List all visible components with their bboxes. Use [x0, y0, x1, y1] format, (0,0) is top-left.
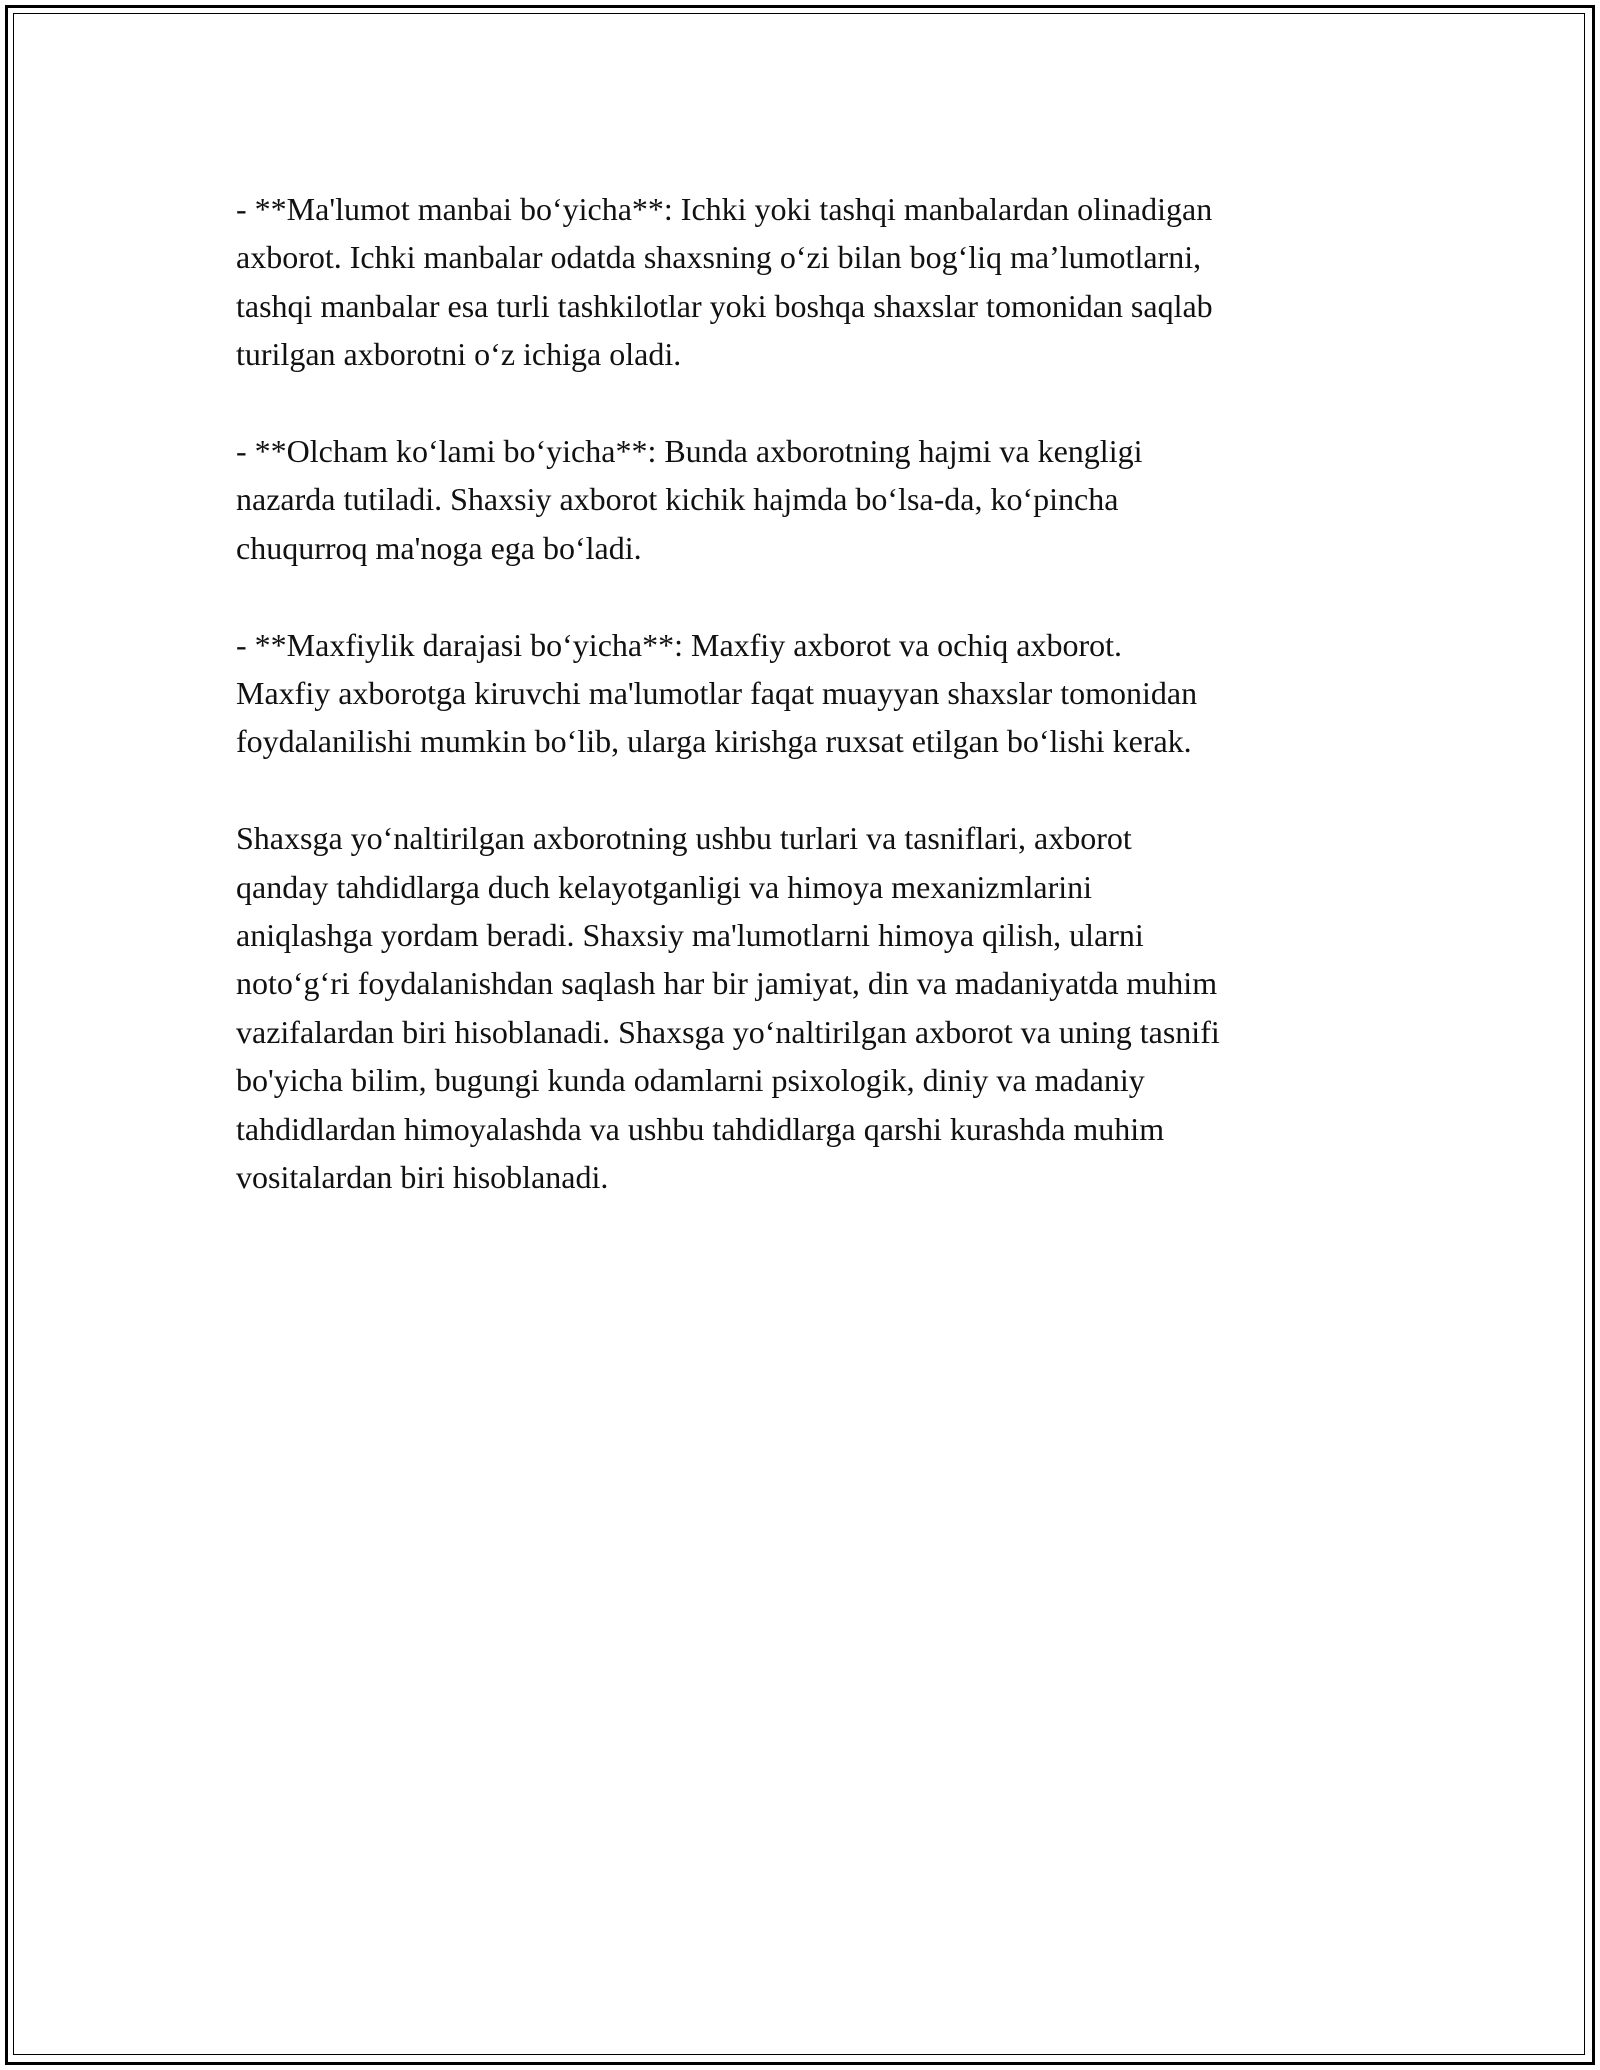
paragraph-data-source: - **Ma'lumot manbai bo‘yicha**: Ichki yoki tashqi manbalardan olinadigan axborot. Ichki manbalar odatda shaxsning o‘zi bilan bog‘liq ma’lumotlarni, tashqi manbalar esa turli tashkilotlar yoki boshqa shaxslar tomonidan saqlab turilgan axborotni o‘z ichiga oladi.: [236, 191, 1213, 373]
document-body: [236, 185, 1376, 1250]
paragraph-confidentiality: - **Maxfiylik darajasi bo‘yicha**: Maxfiy axborot va ochiq axborot. Maxfiy axborotga kiruvchi ma'lumotlar faqat muayyan shaxslar tomonidan foydalanilishi mumkin bo‘lib, ularga kirishga ruxsat etilgan bo‘lishi kerak.: [236, 626, 1198, 760]
paragraph-conclusion: Shaxsga yo‘naltirilgan axborotning ushbu turlari va tasniflari, axborot qanday tahdidlarga duch kelayotganligi va himoya mexanizmlarini aniqlashga yordam beradi. Shaxsiy ma'lumotlarni himoya qilish, ularni noto‘g‘ri foydalanishdan saqlash har bir jamiyat, din va madaniyatda muhim vazifalardan biri hisoblanadi. Shaxsga yo‘naltirilgan axborot va uning tasnifi bo'yicha bilim, bugungi kunda odamlarni psixologik, diniy va madaniy tahdidlardan himoyalashda va ushbu tahdidlarga qarshi kurashda muhim vositalardan biri hisoblanadi.: [236, 820, 1220, 1196]
paragraph-size-scope: - **Olcham ko‘lami bo‘yicha**: Bunda axborotning hajmi va kengligi nazarda tutiladi. Shaxsiy axborot kichik hajmda bo‘lsa-da, ko‘pincha chuqurroq ma'noga ega bo‘ladi.: [236, 433, 1143, 566]
